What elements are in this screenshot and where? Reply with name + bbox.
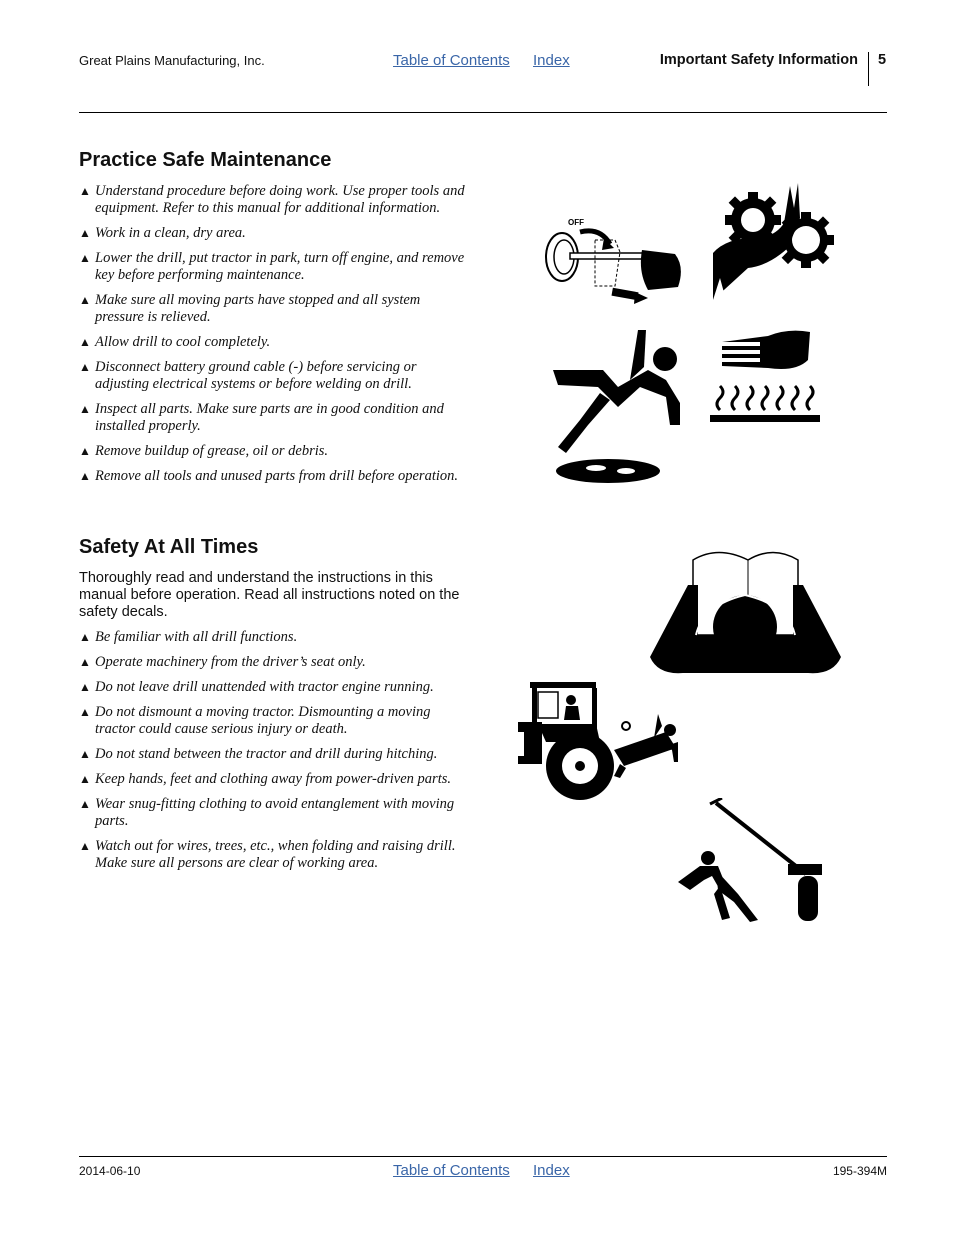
hot-surface-icon — [708, 328, 823, 426]
document-number: 195-394M — [832, 1164, 887, 1178]
bullet-triangle-icon: ▲ — [79, 772, 91, 786]
list-item: ▲ Allow drill to cool completely. — [79, 334, 271, 350]
list-item: ▲ Work in a clean, dry area. — [79, 225, 246, 241]
off-label: OFF — [568, 218, 584, 227]
list-item: ▲ Lower the drill, put tractor in park, turn off engine, and remove key before performing maintenance. — [79, 250, 465, 283]
bullet-triangle-icon: ▲ — [79, 335, 91, 349]
bullet-triangle-icon: ▲ — [79, 402, 91, 416]
footer-table-of-contents-link[interactable]: Table of Contents — [393, 1162, 510, 1179]
header-rule — [79, 112, 887, 113]
footer-rule — [79, 1156, 887, 1157]
company-name: Great Plains Manufacturing, Inc. — [79, 53, 265, 68]
list-item: ▲ Do not leave drill unattended with tractor engine running. — [79, 679, 434, 695]
bullet-triangle-icon: ▲ — [79, 226, 91, 240]
maintenance-section — [79, 149, 471, 493]
bullet-triangle-icon: ▲ — [79, 630, 91, 644]
list-item: ▲ Operate machinery from the driver’s seat only. — [79, 654, 366, 670]
tractor-dismount-icon — [516, 680, 686, 805]
bullet-triangle-icon: ▲ — [79, 360, 91, 374]
list-item: ▲ Remove all tools and unused parts from drill before operation. — [79, 468, 459, 484]
bullet-triangle-icon: ▲ — [79, 469, 91, 483]
page-number: 5 — [878, 52, 887, 68]
list-item: ▲ Keep hands, feet and clothing away from power-driven parts. — [79, 771, 451, 787]
header-divider — [868, 52, 869, 86]
list-item: ▲ Do not dismount a moving tractor. Dismounting a moving tractor could cause serious injury or death. — [79, 704, 431, 737]
list-item: ▲ Do not stand between the tractor and drill during hitching. — [79, 746, 438, 762]
maintenance-heading: Practice Safe Maintenance — [79, 149, 332, 171]
bullet-triangle-icon: ▲ — [79, 184, 91, 198]
read-manual-icon — [648, 545, 843, 680]
bullet-triangle-icon: ▲ — [79, 797, 91, 811]
list-item: ▲ Watch out for wires, trees, etc., when folding and raising drill. Make sure all persons are clear of working area. — [79, 838, 456, 871]
index-link[interactable]: Index — [533, 52, 570, 69]
bullet-triangle-icon: ▲ — [79, 839, 91, 853]
list-item: ▲ Be familiar with all drill functions. — [79, 629, 298, 645]
bullet-triangle-icon: ▲ — [79, 655, 91, 669]
list-item: ▲ Wear snug-fitting clothing to avoid entanglement with moving parts. — [79, 796, 455, 829]
safety-list — [79, 629, 471, 872]
list-item: ▲ Understand procedure before doing work. Use proper tools and equipment. Refer to this manual for additional information. — [79, 183, 465, 216]
safety-section — [79, 536, 471, 880]
bullet-triangle-icon: ▲ — [79, 293, 91, 307]
list-item: ▲ Inspect all parts. Make sure parts are in good condition and installed properly. — [79, 401, 444, 434]
table-of-contents-link[interactable]: Table of Contents — [393, 52, 510, 69]
bullet-triangle-icon: ▲ — [79, 680, 91, 694]
bullet-triangle-icon: ▲ — [79, 444, 91, 458]
bullet-triangle-icon: ▲ — [79, 251, 91, 265]
remove-key-icon — [540, 212, 690, 307]
section-title: Important Safety Information — [659, 52, 858, 68]
footer-date: 2014-06-10 — [79, 1164, 141, 1178]
maintenance-list — [79, 183, 471, 485]
list-item: ▲ Disconnect battery ground cable (-) before servicing or adjusting electrical systems or before welding on drill. — [79, 359, 417, 392]
slip-hazard-icon — [548, 325, 688, 490]
footer-index-link[interactable]: Index — [533, 1162, 570, 1179]
safety-intro: Thoroughly read and understand the instructions in this manual before operation. Read all instructions noted on the safety decals. — [79, 570, 460, 620]
list-item: ▲ Make sure all moving parts have stopped and all system pressure is relieved. — [79, 292, 421, 325]
bullet-triangle-icon: ▲ — [79, 747, 91, 761]
safety-heading: Safety At All Times — [79, 536, 259, 558]
bullet-triangle-icon: ▲ — [79, 705, 91, 719]
overhead-hazard-icon — [676, 798, 826, 923]
gear-entanglement-icon — [708, 178, 838, 303]
list-item: ▲ Remove buildup of grease, oil or debris. — [79, 443, 329, 459]
